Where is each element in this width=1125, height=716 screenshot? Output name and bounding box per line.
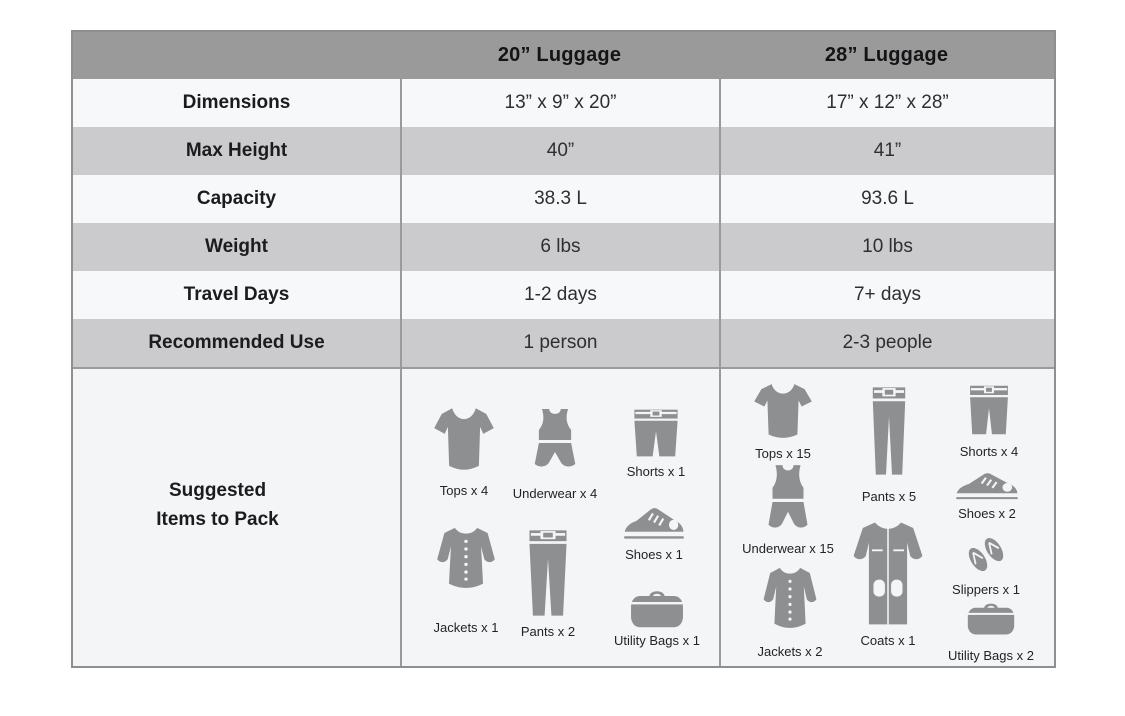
coat-icon xyxy=(846,521,930,629)
row-label: Recommended Use xyxy=(73,319,400,367)
value-28: 17” x 12” x 28” xyxy=(719,79,1054,127)
pack-item-shoes xyxy=(594,502,714,562)
header-20-luggage: 20” Luggage xyxy=(400,32,719,79)
tshirt-icon xyxy=(753,383,813,439)
pack-item-shoes xyxy=(927,468,1047,521)
pack-item-shorts xyxy=(929,384,1049,459)
pack-items-20 xyxy=(400,367,719,666)
pants-icon xyxy=(524,529,572,617)
pack-item-label: Shoes x 1 xyxy=(625,547,683,562)
pack-item-label: Shoes x 2 xyxy=(958,506,1016,521)
pack-items-28 xyxy=(719,367,1054,666)
row-label: Max Height xyxy=(73,127,400,175)
pack-item-slippers xyxy=(926,532,1046,597)
value-20: 6 lbs xyxy=(400,223,719,271)
row-label: Weight xyxy=(73,223,400,271)
sneaker-icon xyxy=(955,468,1019,502)
pack-item-label: Tops x 4 xyxy=(439,483,489,498)
pack-item-label: Jackets x 2 xyxy=(757,644,823,659)
value-28: 10 lbs xyxy=(719,223,1054,271)
pack-item-label: Utility Bags x 2 xyxy=(948,648,1034,663)
pack-item-label: Shorts x 4 xyxy=(959,444,1019,459)
sneaker-icon xyxy=(623,502,685,542)
pack-item-label: Pants x 2 xyxy=(520,624,576,639)
suggested-items-title xyxy=(73,367,400,666)
shorts-icon xyxy=(632,408,680,458)
value-20: 1-2 days xyxy=(400,271,719,319)
pack-item-utility-bags xyxy=(923,600,1054,663)
pack-item-label: Utility Bags x 1 xyxy=(614,633,700,648)
value-20: 38.3 L xyxy=(400,175,719,223)
header-28-luggage: 28” Luggage xyxy=(719,32,1054,79)
pack-item-label: Pants x 5 xyxy=(861,489,917,504)
header-empty-cell xyxy=(73,32,400,79)
pack-item-pants xyxy=(488,529,608,639)
pack-item-utility-bags xyxy=(593,587,719,648)
suggested-items-title-line1: Suggested xyxy=(168,479,267,501)
row-label: Dimensions xyxy=(73,79,400,127)
value-20: 13” x 9” x 20” xyxy=(400,79,719,127)
pack-item-tops xyxy=(723,383,843,461)
tshirt-icon xyxy=(433,407,495,471)
value-20: 40” xyxy=(400,127,719,175)
pack-item-label: Tops x 15 xyxy=(755,446,811,461)
pack-item-label: Slippers x 1 xyxy=(952,582,1020,597)
pack-item-label: Underwear x 4 xyxy=(512,486,598,501)
shorts-icon xyxy=(968,384,1010,436)
pack-item-label: Underwear x 15 xyxy=(742,541,834,556)
utility-bag-icon xyxy=(629,587,685,629)
pants-icon xyxy=(868,386,910,476)
row-label: Capacity xyxy=(73,175,400,223)
utility-bag-icon xyxy=(966,600,1016,636)
value-28: 7+ days xyxy=(719,271,1054,319)
value-28: 93.6 L xyxy=(719,175,1054,223)
underwear-icon xyxy=(763,464,813,540)
value-20: 1 person xyxy=(400,319,719,367)
pack-item-label: Shorts x 1 xyxy=(626,464,686,479)
row-label: Travel Days xyxy=(73,271,400,319)
flipflops-icon xyxy=(961,532,1011,576)
value-28: 2-3 people xyxy=(719,319,1054,367)
value-28: 41” xyxy=(719,127,1054,175)
suggested-items-title-line2: Items to Pack xyxy=(156,508,279,530)
pack-item-shorts xyxy=(596,408,716,479)
underwear-icon xyxy=(529,408,581,478)
pack-item-label: Coats x 1 xyxy=(860,633,916,648)
jacket-icon xyxy=(757,566,823,630)
luggage-comparison-table xyxy=(71,30,1056,668)
pack-item-label: Jackets x 1 xyxy=(433,620,499,635)
